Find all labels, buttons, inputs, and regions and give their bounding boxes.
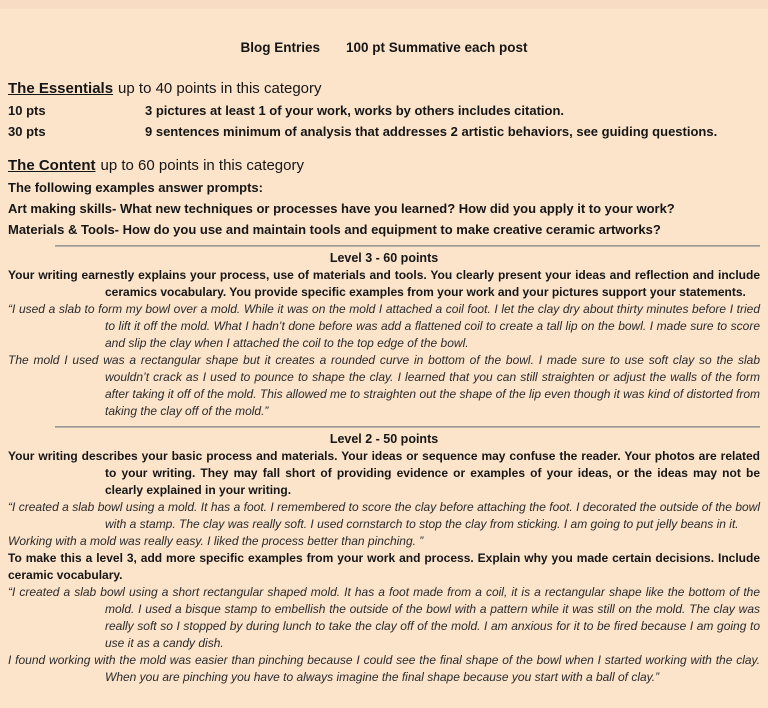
content-intro-line: The following examples answer prompts: (8, 180, 263, 195)
level3-example-paragraph: “I used a slab to form my bowl over a mold. While it was on the mold I attached a coil foot. I let the clay dry about thirty minutes before I tried to lift it off the mold. What I hadn’t done before was add a flattened coil to create a tall lip on the bowl. I made sure to score and slip the clay when I attached the coil to the top edge of the bowl. (8, 302, 760, 350)
points-description: 9 sentences minimum of analysis that addresses 2 artistic behaviors, see guiding questions. (145, 124, 718, 139)
points-value: 10 pts (8, 103, 46, 118)
level2-heading: Level 2 - 50 points (329, 432, 439, 446)
content-section-heading (8, 155, 760, 177)
essentials-row-30pts (8, 121, 760, 142)
level2-example1-paragraph: Working with a mold was really easy. I liked the process better than pinching. ” (8, 534, 424, 548)
level2-example1-paragraph: “I created a slab bowl using a mold. It has a foot. I remembered to score the clay before attaching the foot. I decorated the outside of the bowl with a stamp. The clay was really soft. I used cornstarch to stop the clay from sticking. I am going to put jelly beans in it. (8, 500, 760, 531)
level3-heading: Level 3 - 60 points (329, 251, 439, 265)
essentials-section-heading (8, 78, 760, 100)
points-value: 30 pts (8, 124, 46, 139)
prompt-art-making-skills: Art making skills- What new techniques or processes have you learned? How did you apply it to your work? (8, 201, 675, 216)
points-description: 3 pictures at least 1 of your work, works by others includes citation. (145, 103, 565, 118)
section-divider (55, 426, 760, 428)
page-title-left: Blog Entries (240, 40, 320, 55)
level2-advice: To make this a level 3, add more specific examples from your work and process. Explain why you made certain decisions. Include ceramic vocabulary. (8, 551, 760, 582)
content-heading-suffix: up to 60 points in this category (100, 157, 304, 174)
level2-section (8, 431, 760, 686)
level2-example2-paragraph: “I created a slab bowl using a short rectangular shaped mold. It has a foot made from a coil, it is a rectangular shape like the bottom of the mold. I used a bisque stamp to embellish the outside of the bowl with a pattern while it was still on the mold. The clay was really soft so I stopped by during lunch to take the clay off of the mold. I am anxious for it to be fired because I am going to use it as a candy dish. (8, 585, 760, 650)
level3-section (8, 250, 760, 420)
level3-example-paragraph: The mold I used was a rectangular shape but it creates a rounded curve in bottom of the bowl. I made sure to use soft clay so the slab wouldn’t crack as I used to pounce to shape the clay. I learned that you can still straighten or adjust the walls of the form after taking it off of the mold. This allowed me to straighten out the shape of the lip even though it was kind of distorted from taking the clay off of the mold.” (8, 353, 760, 418)
prompt-materials-tools: Materials & Tools- How do you use and maintain tools and equipment to make creative ceramic artworks? (8, 222, 661, 237)
essentials-heading-label: The Essentials (8, 80, 114, 97)
level2-example2-paragraph: I found working with the mold was easier than pinching because I could see the final shape of the bowl when I started working with the clay. When you are pinching you have to always imagine the final shape because you start with a ball of clay.” (8, 653, 760, 684)
section-divider (55, 245, 760, 247)
essentials-row-10pts (8, 100, 760, 121)
content-heading-label: The Content (8, 157, 96, 174)
level3-description: Your writing earnestly explains your process, use of materials and tools. You clearly present your ideas and reflection and include ceramics vocabulary. You provide specific examples from your work and your pictures support your statements. (8, 268, 760, 299)
page-title-right: 100 pt Summative each post (345, 40, 528, 55)
page-title (8, 38, 760, 58)
essentials-heading-suffix: up to 40 points in this category (118, 80, 322, 97)
level2-description: Your writing describes your basic process and materials. Your ideas or sequence may confuse the reader. Your photos are related to your writing. They may fall short of providing evidence or examples of your ideas, or the ideas may not be clearly explained in your writing. (8, 449, 760, 497)
